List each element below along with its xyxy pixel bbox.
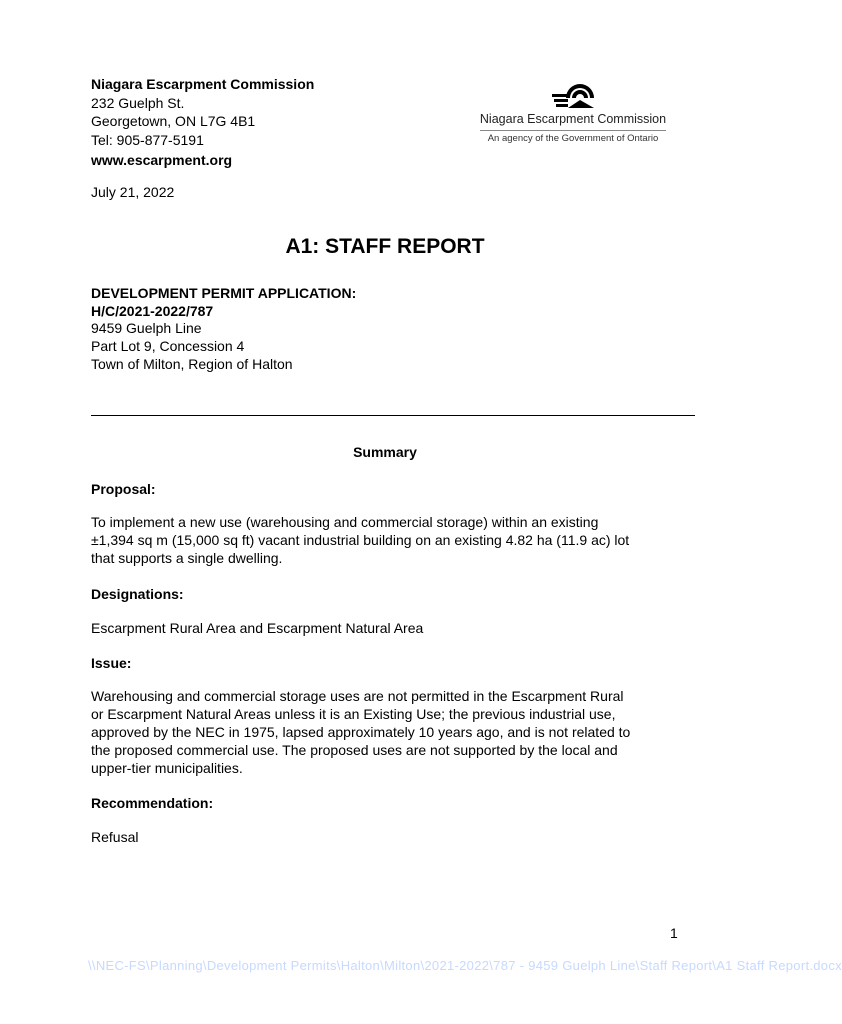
logo-tagline: An agency of the Government of Ontario bbox=[487, 133, 659, 144]
proposal-text-line: To implement a new use (warehousing and commercial storage) within an existing bbox=[91, 514, 599, 530]
logo-divider bbox=[480, 130, 666, 131]
summary-heading: Summary bbox=[353, 444, 417, 460]
website-link[interactable]: www.escarpment.org bbox=[91, 152, 233, 168]
nec-logo bbox=[468, 68, 678, 148]
designations-heading: Designations: bbox=[91, 586, 184, 602]
proposal-heading: Proposal: bbox=[91, 481, 156, 497]
section-divider bbox=[91, 415, 695, 416]
issue-text-line: approved by the NEC in 1975, lapsed approximately 10 years ago, and is not related to bbox=[91, 724, 631, 740]
issue-text-line: Warehousing and commercial storage uses are not permitted in the Escarpment Rural bbox=[91, 688, 624, 704]
issue-text-line: the proposed commercial use. The proposed uses are not supported by the local and bbox=[91, 742, 618, 758]
phone: Tel: 905-877-5191 bbox=[91, 132, 204, 148]
proposal-text-line: that supports a single dwelling. bbox=[91, 550, 283, 566]
designations-text: Escarpment Rural Area and Escarpment Natural Area bbox=[91, 620, 424, 636]
issue-heading: Issue: bbox=[91, 655, 132, 671]
page-number: 1 bbox=[670, 925, 678, 941]
property-municipality: Town of Milton, Region of Halton bbox=[91, 356, 293, 372]
ontario-trillium-escarpment-logo-icon bbox=[550, 72, 596, 112]
address-line-2: Georgetown, ON L7G 4B1 bbox=[91, 113, 256, 129]
org-name: Niagara Escarpment Commission bbox=[91, 76, 315, 92]
issue-text-line: upper-tier municipalities. bbox=[91, 760, 243, 776]
report-date: July 21, 2022 bbox=[91, 184, 175, 200]
file-number: H/C/2021-2022/787 bbox=[91, 303, 214, 319]
footer-file-path: \\NEC-FS\Planning\Development Permits\Halton\Milton\2021-2022\787 - 9459 Guelph Line\Staff Report\A1 Staff Report.docx bbox=[88, 958, 842, 973]
page-title: A1: STAFF REPORT bbox=[285, 235, 485, 258]
issue-text-line: or Escarpment Natural Areas unless it is an Existing Use; the previous industrial use, bbox=[91, 706, 616, 722]
recommendation-text: Refusal bbox=[91, 829, 139, 845]
address-line-1: 232 Guelph St. bbox=[91, 95, 185, 111]
property-address: 9459 Guelph Line bbox=[91, 320, 202, 336]
recommendation-heading: Recommendation: bbox=[91, 795, 214, 811]
property-lot: Part Lot 9, Concession 4 bbox=[91, 338, 245, 354]
logo-org-name: Niagara Escarpment Commission bbox=[479, 112, 667, 126]
application-heading: DEVELOPMENT PERMIT APPLICATION: bbox=[91, 285, 357, 301]
proposal-text-line: ±1,394 sq m (15,000 sq ft) vacant industrial building on an existing 4.82 ha (11.9 ac) lot bbox=[91, 532, 630, 548]
